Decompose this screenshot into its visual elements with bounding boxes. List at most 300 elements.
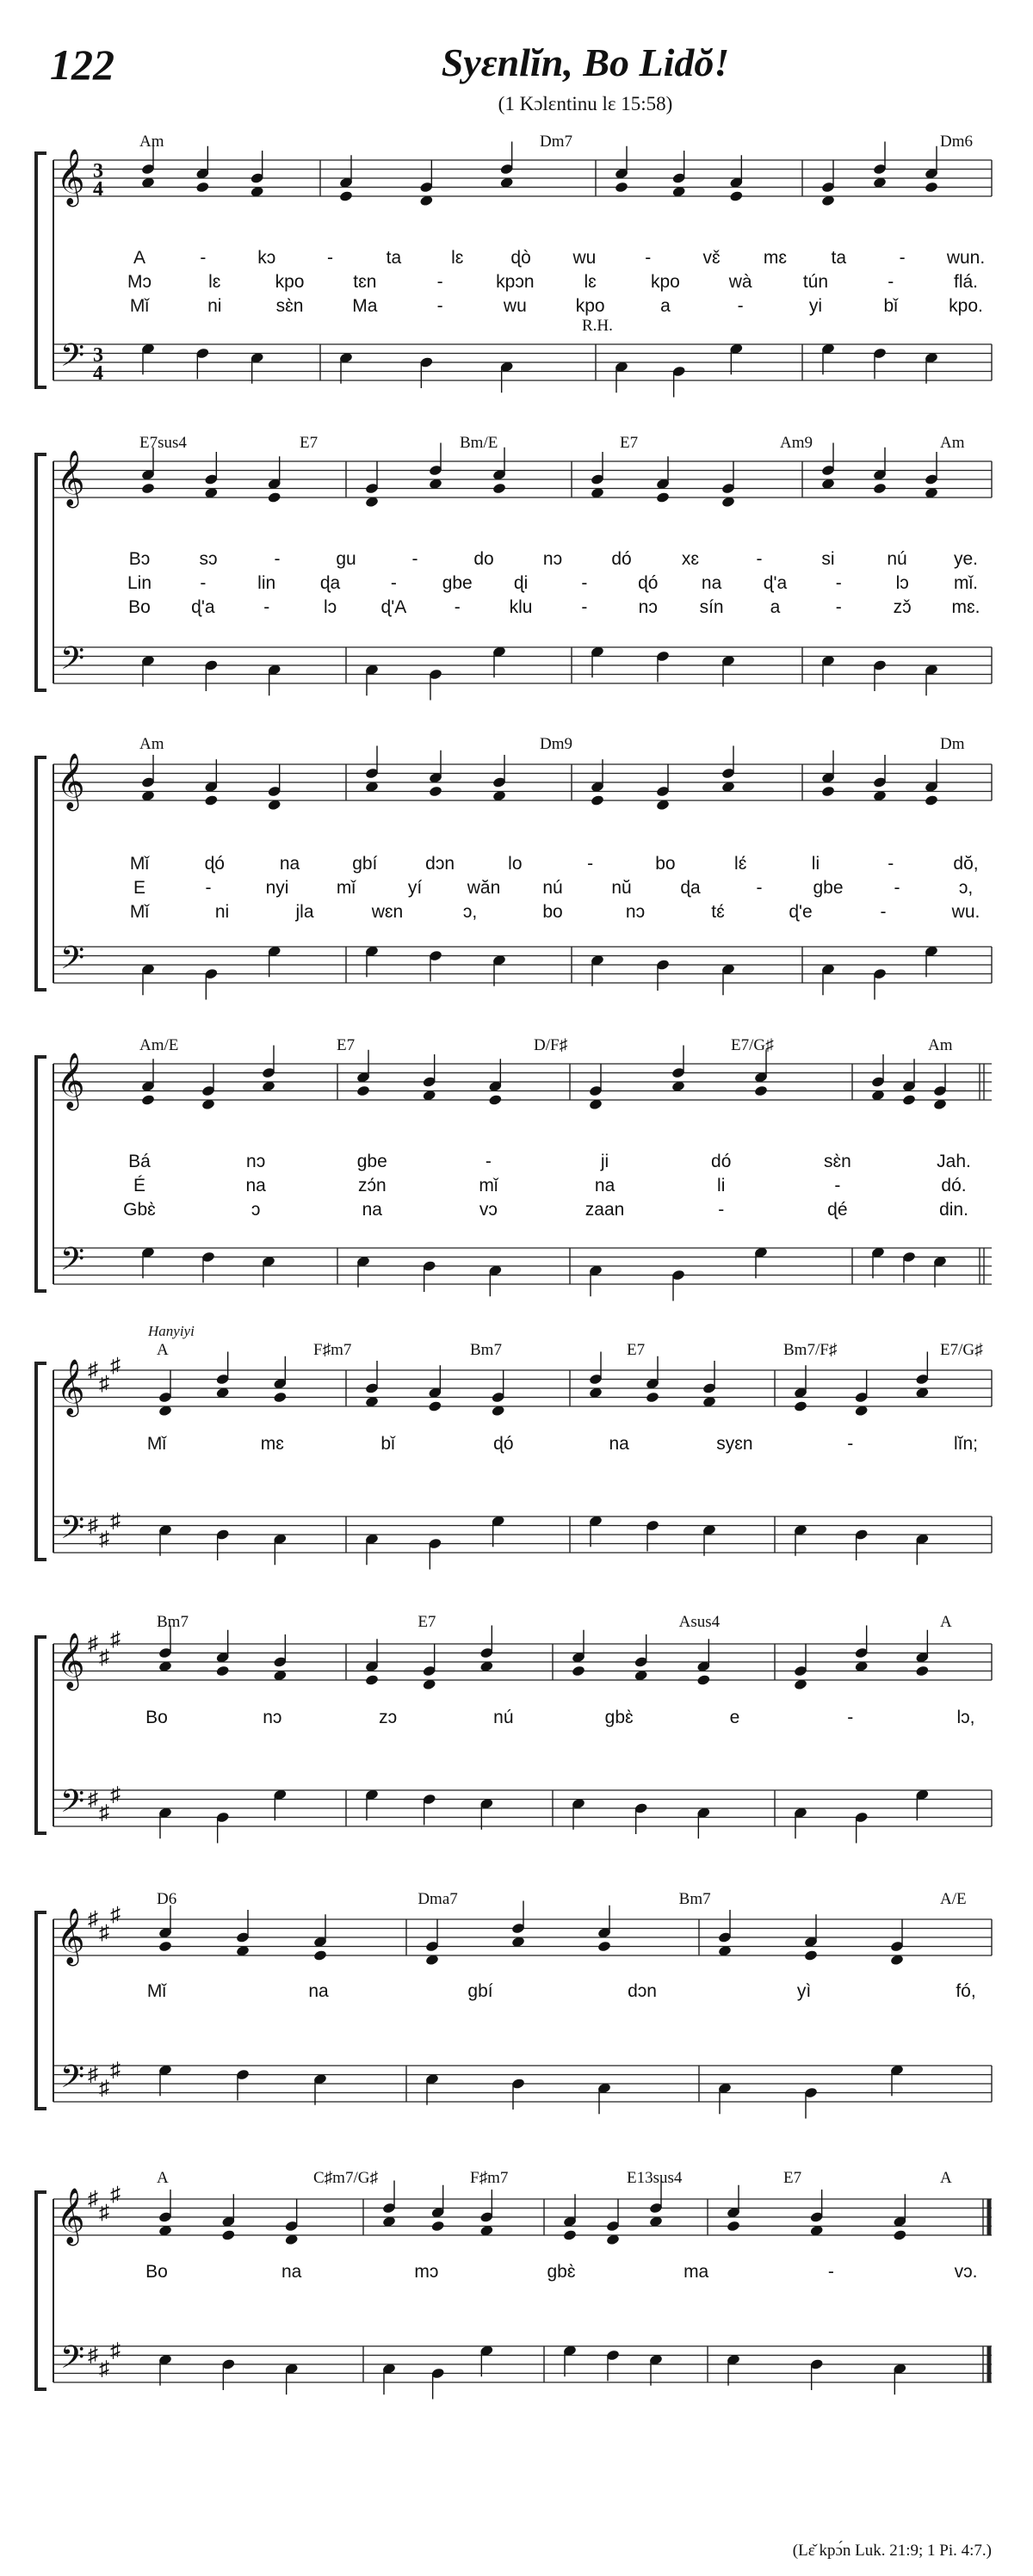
key-sharp: ♯ bbox=[99, 2201, 109, 2224]
lyric-syllable: vɛ̌ bbox=[702, 248, 721, 268]
music-system bbox=[36, 2169, 992, 2400]
lyric-syllable: zɔ bbox=[379, 1708, 398, 1727]
lyric-syllable: na bbox=[245, 1176, 266, 1195]
lyric-syllable: Bɔ bbox=[128, 549, 151, 569]
chord-symbol: C♯m7/G♯ bbox=[313, 2169, 378, 2187]
lyric-syllable: wu bbox=[572, 248, 597, 268]
lyric-syllable: nú bbox=[493, 1708, 514, 1727]
chord-symbol: Bm/E bbox=[460, 434, 498, 452]
alto-note bbox=[646, 1391, 660, 1403]
alto-note bbox=[893, 2229, 907, 2241]
chord-symbol: Bm7/F♯ bbox=[783, 1341, 838, 1359]
key-sharp: ♯ bbox=[99, 1528, 109, 1551]
alto-note bbox=[141, 482, 156, 494]
alto-note bbox=[365, 1674, 380, 1686]
chord-symbol: Dm bbox=[940, 735, 965, 753]
treble-clef: 𝄞 bbox=[56, 1634, 85, 1688]
lyric-hyphen: - bbox=[436, 272, 443, 292]
lyric-syllable: kpɔn bbox=[496, 272, 535, 292]
lyric-syllable: mǐ bbox=[479, 1176, 498, 1195]
lyric-hyphen: - bbox=[200, 248, 207, 268]
lyric-syllable: kpo bbox=[275, 272, 305, 292]
chord-symbol: F♯m7 bbox=[470, 2169, 509, 2187]
alto-note bbox=[563, 2229, 578, 2241]
lyric-syllable: na bbox=[362, 1200, 382, 1220]
music-system bbox=[36, 1323, 992, 1570]
alto-note bbox=[804, 1949, 819, 1961]
lyric-syllable: ni bbox=[214, 902, 230, 922]
lyric-hyphen: - bbox=[390, 573, 397, 593]
treble-clef: 𝄞 bbox=[56, 1361, 85, 1414]
lyric-syllable: lɔ, bbox=[956, 1708, 975, 1727]
system-bracket bbox=[36, 757, 46, 990]
lyric-syllable: dŏ, bbox=[953, 854, 979, 874]
lyric-syllable: sɛ̀n bbox=[823, 1152, 851, 1171]
chord-symbol: F♯m7 bbox=[313, 1341, 352, 1359]
lyric-syllable: wun. bbox=[946, 248, 986, 268]
chord-symbol: E7/G♯ bbox=[940, 1341, 983, 1359]
lyric-syllable: gbɛ̀ bbox=[604, 1708, 634, 1727]
chord-symbol: Am/E bbox=[139, 1036, 179, 1054]
bass-clef: 𝄢 bbox=[59, 2060, 85, 2102]
lyric-syllable: lɔ bbox=[895, 573, 909, 593]
footnote: (Lɛ̌ kpɔ́n Luk. 21:9; 1 Pi. 4:7.) bbox=[792, 2542, 992, 2560]
alto-note bbox=[925, 181, 939, 193]
lyric-syllable: bǐ bbox=[883, 296, 898, 316]
chord-symbol: A bbox=[157, 2169, 169, 2187]
lyric-syllable: na bbox=[281, 2262, 302, 2282]
bass-clef: 𝄢 bbox=[59, 941, 85, 983]
key-sharp: ♯ bbox=[88, 1788, 98, 1811]
lyric-syllable: zaan bbox=[585, 1200, 625, 1220]
alto-note bbox=[729, 190, 744, 202]
alto-note bbox=[204, 794, 219, 806]
lyric-hyphen: - bbox=[200, 573, 207, 593]
alto-note bbox=[727, 2220, 741, 2232]
lyric-hyphen: - bbox=[327, 248, 334, 268]
lyric-syllable: na bbox=[594, 1176, 615, 1195]
lyric-syllable: din. bbox=[939, 1200, 968, 1220]
alto-note bbox=[221, 2229, 236, 2241]
lyric-syllable: ye. bbox=[953, 549, 979, 569]
lyric-syllable: mɛ. bbox=[951, 597, 980, 617]
alto-note bbox=[902, 1094, 917, 1106]
lyric-syllable: li bbox=[717, 1176, 726, 1195]
hymn-number: 122 bbox=[50, 40, 114, 89]
lyric-syllable: do bbox=[473, 549, 494, 569]
lyric-syllable: si bbox=[821, 549, 835, 569]
lyric-syllable: Mǐ bbox=[129, 902, 150, 922]
alto-note bbox=[429, 785, 443, 797]
lyric-syllable: na bbox=[279, 854, 300, 874]
lyric-syllable: tún bbox=[802, 272, 829, 292]
lyric-syllable: lɛ bbox=[451, 248, 464, 268]
lyric-syllable: dó. bbox=[941, 1176, 967, 1195]
lyric-syllable: fó, bbox=[956, 1981, 976, 2001]
lyric-syllable: ɔ, bbox=[958, 878, 974, 898]
lyric-hyphen: - bbox=[899, 248, 906, 268]
lyric-syllable: ɖ'a bbox=[191, 597, 215, 617]
lyric-hyphen: - bbox=[835, 597, 842, 617]
lyric-syllable: ɖa bbox=[319, 573, 341, 593]
lyric-hyphen: - bbox=[436, 296, 443, 316]
lyric-syllable: gbe bbox=[356, 1152, 387, 1171]
chord-symbol: A/E bbox=[940, 1890, 967, 1908]
key-sharp: ♯ bbox=[88, 2188, 98, 2210]
key-sharp: ♯ bbox=[88, 1514, 98, 1537]
lyric-syllable: ɖ'a bbox=[763, 573, 788, 593]
scripture-reference: (1 Kɔlɛntinu lɛ 15:58) bbox=[498, 93, 673, 114]
lyric-syllable: E bbox=[133, 878, 146, 898]
key-sharp: ♯ bbox=[110, 2183, 121, 2206]
lyric-syllable: Mǐ bbox=[129, 296, 150, 316]
lyric-syllable: Mǐ bbox=[129, 854, 150, 874]
key-sharp: ♯ bbox=[88, 2344, 98, 2367]
lyric-syllable: wăn bbox=[467, 878, 501, 898]
lyric-syllable: bo bbox=[542, 902, 563, 922]
chord-symbol: A bbox=[940, 1613, 952, 1631]
alto-note bbox=[215, 1665, 230, 1677]
lyric-syllable: Bo bbox=[145, 2262, 168, 2282]
lyric-syllable: ta bbox=[831, 248, 847, 268]
alto-note bbox=[696, 1674, 711, 1686]
lyric-syllable: lɛ bbox=[584, 272, 597, 292]
lyric-syllable: nɔ bbox=[542, 549, 563, 569]
lyric-syllable: ɖ'e bbox=[789, 902, 813, 922]
lyric-syllable: dɔn bbox=[628, 1981, 657, 2001]
lyric-hyphen: - bbox=[645, 248, 652, 268]
lyric-syllable: dɔn bbox=[425, 854, 455, 874]
chord-symbol: E7 bbox=[300, 434, 319, 452]
chord-symbol: E7 bbox=[620, 434, 639, 452]
alto-note bbox=[195, 181, 210, 193]
treble-clef: 𝄞 bbox=[56, 1054, 85, 1108]
lyric-syllable: na bbox=[609, 1434, 629, 1454]
chord-symbol: E7 bbox=[418, 1613, 436, 1631]
time-signature: 3 bbox=[93, 344, 103, 367]
lyric-syllable: wà bbox=[728, 272, 752, 292]
lyric-syllable: Lin bbox=[127, 573, 152, 593]
lyric-syllable: sɔ bbox=[199, 549, 218, 569]
lyric-syllable: vɔ bbox=[479, 1200, 498, 1220]
lyric-syllable: wu bbox=[503, 296, 527, 316]
lyric-syllable: lin bbox=[257, 573, 276, 593]
lyric-hyphen: - bbox=[888, 854, 894, 874]
lyric-syllable: lĭn; bbox=[953, 1434, 979, 1454]
lyric-hyphen: - bbox=[888, 272, 894, 292]
key-sharp: ♯ bbox=[110, 1354, 121, 1377]
lyric-syllable: tɛn bbox=[353, 272, 377, 292]
lyric-hyphen: - bbox=[718, 1200, 725, 1220]
lyric-syllable: mɛ bbox=[260, 1434, 284, 1454]
lyric-syllable: li bbox=[811, 854, 820, 874]
key-sharp: ♯ bbox=[110, 1903, 121, 1926]
music-system bbox=[36, 133, 992, 398]
lyric-syllable: zɔ̌ bbox=[893, 597, 912, 617]
chord-symbol: Am bbox=[139, 735, 164, 753]
lyric-hyphen: - bbox=[847, 1708, 854, 1727]
lyric-syllable: nyi bbox=[265, 878, 289, 898]
lyric-syllable: lo bbox=[508, 854, 523, 874]
lyric-syllable: ta bbox=[386, 248, 402, 268]
lyric-syllable: yì bbox=[796, 1981, 812, 2001]
lyric-hyphen: - bbox=[454, 597, 461, 617]
lyric-syllable: dó bbox=[711, 1152, 732, 1171]
alto-note bbox=[313, 1949, 328, 1961]
alto-note bbox=[158, 1940, 173, 1952]
lyric-hyphen: - bbox=[263, 597, 270, 617]
lyric-syllable: kɔ bbox=[257, 248, 276, 268]
lyric-syllable: vɔ. bbox=[954, 2262, 978, 2282]
lyric-syllable: Mɔ bbox=[127, 272, 152, 292]
alto-note bbox=[925, 794, 939, 806]
lyric-syllable: nɔ bbox=[638, 597, 658, 617]
alto-note bbox=[597, 1940, 612, 1952]
time-signature: 4 bbox=[93, 362, 103, 385]
music-system bbox=[36, 735, 992, 1000]
chord-symbol: Bm7 bbox=[678, 1890, 711, 1908]
lyric-syllable: Mǐ bbox=[146, 1434, 167, 1454]
lyric-syllable: nɔ bbox=[263, 1708, 282, 1727]
lyric-syllable: Ma bbox=[352, 296, 378, 316]
bass-clef: 𝄢 bbox=[59, 338, 85, 380]
lyric-syllable: bo bbox=[655, 854, 676, 874]
time-signature: 4 bbox=[93, 178, 103, 201]
time-signature: 3 bbox=[93, 160, 103, 182]
lyric-syllable: Jah. bbox=[937, 1152, 971, 1171]
key-sharp: ♯ bbox=[110, 1510, 121, 1533]
chord-symbol: Dm7 bbox=[540, 133, 572, 151]
lyric-syllable: ji bbox=[600, 1152, 609, 1171]
lyric-syllable: lɔ bbox=[323, 597, 337, 617]
lyric-syllable: lɛ́ bbox=[734, 854, 747, 874]
lyric-syllable: kpo bbox=[575, 296, 605, 316]
lyric-syllable: xɛ bbox=[681, 549, 700, 569]
key-sharp: ♯ bbox=[99, 2077, 109, 2100]
alto-note bbox=[615, 181, 629, 193]
lyric-syllable: Bá bbox=[128, 1152, 151, 1171]
alto-note bbox=[572, 1665, 586, 1677]
key-sharp: ♯ bbox=[99, 1646, 109, 1669]
lyric-syllable: lɛ bbox=[208, 272, 221, 292]
lyric-syllable: zɔ́n bbox=[357, 1176, 387, 1195]
alto-note bbox=[273, 1391, 288, 1403]
system-bracket bbox=[36, 2192, 46, 2389]
lyric-syllable: Gbɛ̀ bbox=[123, 1200, 156, 1220]
lyric-syllable: bǐ bbox=[380, 1434, 395, 1454]
lyric-syllable: tɛ́ bbox=[711, 902, 725, 922]
lyric-syllable: ɖó bbox=[204, 854, 225, 874]
chord-symbol: Dma7 bbox=[418, 1890, 458, 1908]
chord-symbol: Dm6 bbox=[940, 133, 973, 151]
lyric-syllable: ɖò bbox=[510, 248, 531, 268]
chord-symbol: D6 bbox=[157, 1890, 177, 1908]
music-system bbox=[36, 1890, 992, 2119]
lyric-hyphen: - bbox=[880, 902, 887, 922]
system-bracket bbox=[36, 1363, 46, 1560]
chord-symbol: Asus4 bbox=[678, 1613, 721, 1631]
chord-symbol: E7sus4 bbox=[139, 434, 187, 452]
lyric-syllable: Mǐ bbox=[146, 1981, 167, 2001]
lyric-syllable: gbí bbox=[467, 1981, 493, 2001]
lyric-syllable: gbí bbox=[352, 854, 378, 874]
lyric-syllable: nɔ bbox=[246, 1152, 266, 1171]
bass-clef: 𝄢 bbox=[59, 1510, 85, 1553]
system-bracket bbox=[36, 1637, 46, 1833]
lyric-syllable: ma bbox=[684, 2262, 709, 2282]
lyric-hyphen: - bbox=[834, 1176, 841, 1195]
treble-clef: 𝄞 bbox=[56, 2190, 85, 2243]
lyric-syllable: klu bbox=[509, 597, 533, 617]
alto-note bbox=[339, 190, 354, 202]
music-system bbox=[36, 434, 992, 701]
lyric-hyphen: - bbox=[827, 2262, 834, 2282]
lyric-syllable: syɛn bbox=[716, 1434, 753, 1454]
lyric-syllable: mǐ. bbox=[954, 573, 978, 593]
key-sharp: ♯ bbox=[99, 1801, 109, 1825]
lyric-hyphen: - bbox=[581, 573, 588, 593]
chord-symbol: Bm7 bbox=[157, 1613, 189, 1631]
lyric-syllable: gbe bbox=[813, 878, 844, 898]
alto-note bbox=[754, 1084, 769, 1096]
alto-note bbox=[591, 794, 605, 806]
chord-symbol: Dm9 bbox=[540, 735, 572, 753]
lyric-syllable: mɛ bbox=[763, 248, 788, 268]
key-sharp: ♯ bbox=[88, 1908, 98, 1930]
system-bracket bbox=[36, 1057, 46, 1291]
lyric-syllable: A bbox=[133, 248, 146, 268]
chord-symbol: E7 bbox=[783, 2169, 802, 2187]
bass-clef: 𝄢 bbox=[59, 1242, 85, 1284]
lyric-syllable: sín bbox=[699, 597, 724, 617]
lyric-syllable: nú bbox=[887, 549, 907, 569]
lyric-syllable: ɖa bbox=[680, 878, 701, 898]
alto-note bbox=[656, 491, 671, 503]
chord-symbol: A bbox=[157, 1341, 169, 1359]
lyric-syllable: gbɛ̀ bbox=[547, 2262, 576, 2282]
lyric-syllable: nɔ bbox=[625, 902, 646, 922]
key-sharp: ♯ bbox=[99, 1921, 109, 1944]
alto-note bbox=[356, 1084, 371, 1096]
lyric-syllable: ɖó bbox=[638, 573, 659, 593]
lyric-syllable: kpo. bbox=[949, 296, 983, 316]
chord-symbol: A bbox=[940, 2169, 952, 2187]
lyric-syllable: jla bbox=[295, 902, 314, 922]
lyric-syllable: gbe bbox=[442, 573, 473, 593]
lyric-hyphen: - bbox=[581, 597, 588, 617]
lyric-syllable: kpo bbox=[650, 272, 680, 292]
lyric-syllable: É bbox=[133, 1176, 146, 1195]
chord-symbol: E7/G♯ bbox=[731, 1036, 774, 1054]
treble-clef: 𝄞 bbox=[56, 151, 85, 204]
lyric-syllable: ni bbox=[207, 296, 222, 316]
lyric-hyphen: - bbox=[847, 1434, 854, 1454]
lyric-syllable: yi bbox=[808, 296, 823, 316]
key-sharp: ♯ bbox=[88, 1359, 98, 1381]
key-sharp: ♯ bbox=[110, 2339, 121, 2363]
rh-marking: R.H. bbox=[582, 317, 613, 335]
chord-symbol: Am bbox=[940, 434, 965, 452]
lyric-syllable: a bbox=[770, 597, 781, 617]
treble-clef: 𝄞 bbox=[56, 1910, 85, 1963]
lyric-syllable: wu. bbox=[951, 902, 980, 922]
lyric-hyphen: - bbox=[756, 878, 763, 898]
lyric-syllable: ɖé bbox=[827, 1200, 848, 1220]
lyric-syllable: mɔ bbox=[414, 2262, 439, 2282]
lyric-syllable: Bo bbox=[145, 1708, 168, 1727]
lyric-syllable: wɛn bbox=[371, 902, 404, 922]
key-sharp: ♯ bbox=[99, 2357, 109, 2381]
lyric-syllable: nú bbox=[542, 878, 563, 898]
system-bracket bbox=[36, 1912, 46, 2109]
lyric-hyphen: - bbox=[411, 549, 418, 569]
lyric-syllable: na bbox=[308, 1981, 329, 2001]
system-bracket bbox=[36, 153, 46, 387]
key-sharp: ♯ bbox=[110, 1628, 121, 1651]
lyric-hyphen: - bbox=[737, 296, 744, 316]
chord-symbol: Am bbox=[139, 133, 164, 151]
hymn-title: Syɛnlĭn, Bo Lidŏ! bbox=[441, 40, 730, 84]
alto-note bbox=[141, 1094, 156, 1106]
alto-note bbox=[428, 1400, 442, 1412]
treble-clef: 𝄞 bbox=[56, 755, 85, 808]
lyric-syllable: e bbox=[729, 1708, 740, 1727]
bass-clef: 𝄢 bbox=[59, 1784, 85, 1826]
chord-symbol: Bm7 bbox=[470, 1341, 502, 1359]
alto-note bbox=[492, 482, 507, 494]
key-sharp: ♯ bbox=[110, 2059, 121, 2082]
lyric-syllable: dó bbox=[611, 549, 632, 569]
lyric-syllable: ɖ'A bbox=[380, 597, 407, 617]
chord-symbol: Am9 bbox=[780, 434, 813, 452]
lyric-hyphen: - bbox=[835, 573, 842, 593]
key-sharp: ♯ bbox=[110, 1783, 121, 1807]
lyric-syllable: Bo bbox=[128, 597, 151, 617]
lyric-syllable: mǐ bbox=[336, 878, 356, 898]
alto-note bbox=[821, 785, 836, 797]
alto-note bbox=[873, 482, 888, 494]
chord-symbol: E7 bbox=[337, 1036, 356, 1054]
lyric-syllable: flá. bbox=[953, 272, 979, 292]
lyric-hyphen: - bbox=[894, 878, 900, 898]
music-system bbox=[36, 1036, 992, 1301]
key-sharp: ♯ bbox=[99, 1372, 109, 1395]
alto-note bbox=[267, 491, 281, 503]
lyric-syllable: a bbox=[660, 296, 671, 316]
tempo-marking: Hanyiyi bbox=[148, 1323, 195, 1339]
lyric-syllable: yí bbox=[407, 878, 423, 898]
lyric-syllable: ɔ bbox=[251, 1200, 261, 1220]
key-sharp: ♯ bbox=[88, 1633, 98, 1655]
key-sharp: ♯ bbox=[88, 2063, 98, 2086]
alto-note bbox=[794, 1400, 808, 1412]
bass-clef: 𝄢 bbox=[59, 2340, 85, 2382]
lyric-syllable: sɛ̀n bbox=[275, 296, 304, 316]
lyric-hyphen: - bbox=[485, 1152, 492, 1171]
chord-symbol: E13sus4 bbox=[627, 2169, 683, 2187]
chord-symbol: E7 bbox=[627, 1341, 646, 1359]
lyric-hyphen: - bbox=[587, 854, 594, 874]
lyric-syllable: na bbox=[701, 573, 722, 593]
chord-symbol: D/F♯ bbox=[534, 1036, 568, 1054]
alto-note bbox=[430, 2220, 445, 2232]
bass-clef: 𝄢 bbox=[59, 641, 85, 683]
lyric-syllable: ɖó bbox=[493, 1434, 514, 1454]
system-bracket bbox=[36, 454, 46, 690]
music-system bbox=[36, 1613, 992, 1844]
lyric-hyphen: - bbox=[205, 878, 212, 898]
lyric-syllable: ɔ, bbox=[462, 902, 478, 922]
